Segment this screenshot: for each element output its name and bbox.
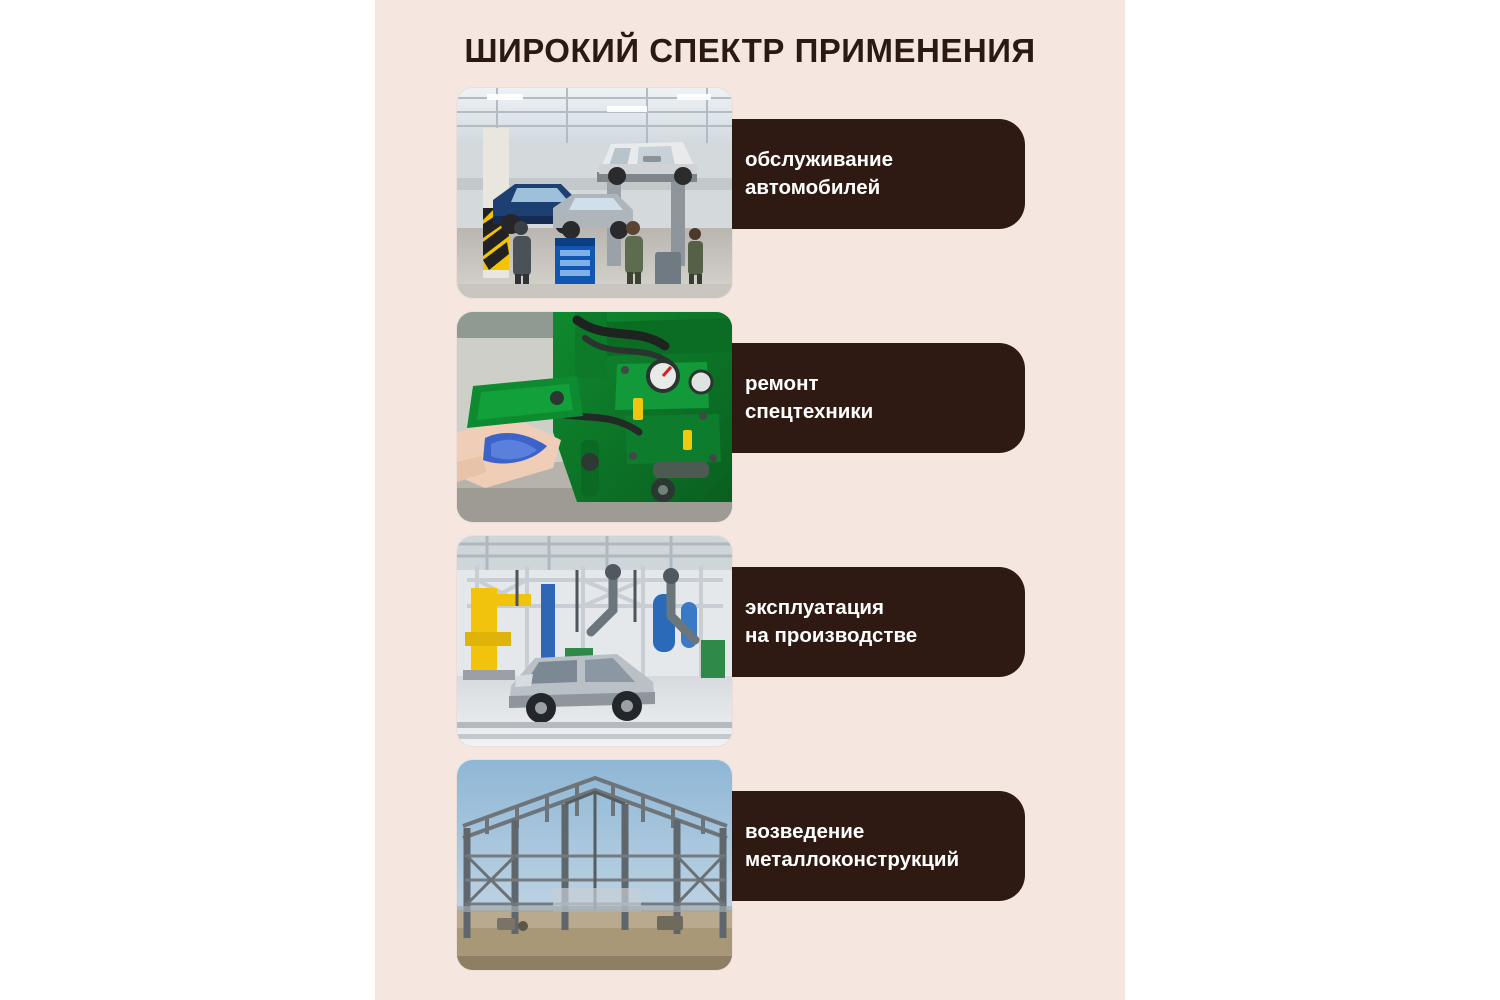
application-label-line2: автомобилей xyxy=(745,176,881,199)
application-block xyxy=(375,312,1125,522)
application-label xyxy=(707,791,1025,901)
application-label-line1: ремонт xyxy=(745,372,819,396)
application-label xyxy=(707,567,1025,677)
application-block xyxy=(375,536,1125,746)
application-block xyxy=(375,88,1125,298)
application-label-line2: металлоконструкций xyxy=(745,848,960,871)
application-label xyxy=(707,343,1025,453)
application-label-line1: эксплуатация xyxy=(745,596,884,620)
car-service-workshop-photo xyxy=(457,88,732,298)
application-label-line1: возведение xyxy=(745,820,865,844)
application-label xyxy=(707,119,1025,229)
application-block xyxy=(375,760,1125,970)
green-heavy-machinery-repair-photo xyxy=(457,312,732,522)
steel-frame-construction-photo xyxy=(457,760,732,970)
application-label-line2: на производстве xyxy=(745,624,918,647)
poster xyxy=(375,0,1125,1000)
application-label-line2: спецтехники xyxy=(745,400,874,423)
car-assembly-line-factory-photo xyxy=(457,536,732,746)
application-label-line1: обслуживание xyxy=(745,148,893,172)
page-title: ШИРОКИЙ СПЕКТР ПРИМЕНЕНИЯ xyxy=(464,32,1036,69)
